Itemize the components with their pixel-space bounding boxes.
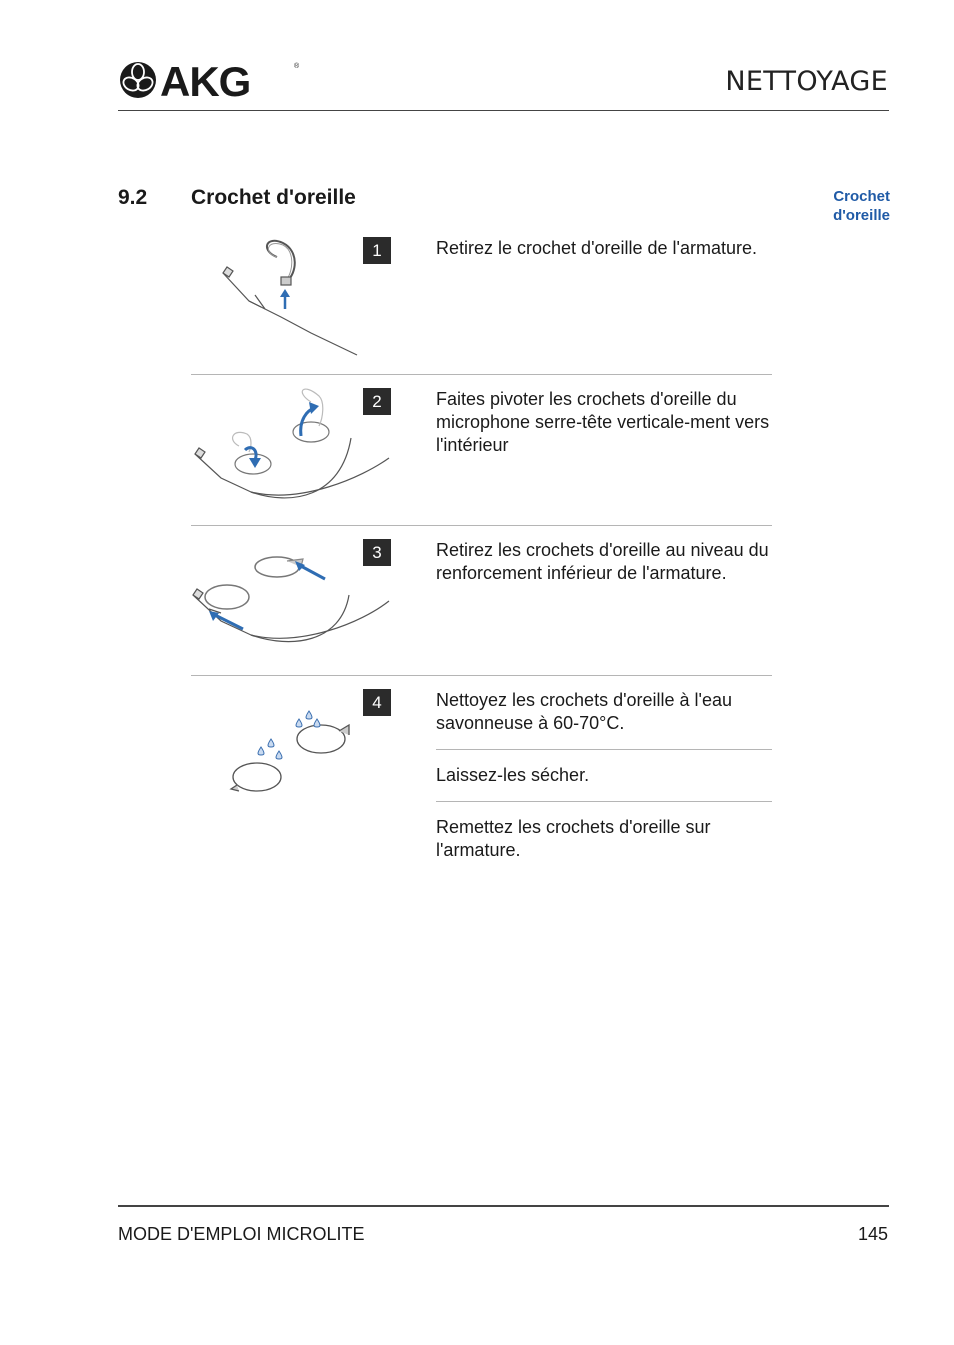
margin-note — [770, 187, 890, 225]
step-4 — [191, 689, 772, 869]
step-divider — [191, 525, 772, 526]
step-3-instruction: Retirez les crochets d'oreille au niveau du renforcement inférieur de l'armature. — [436, 540, 769, 583]
substep-divider — [436, 801, 772, 802]
footer-divider — [118, 1205, 889, 1207]
step-1-number: 1 — [363, 237, 391, 264]
step-divider — [191, 675, 772, 676]
section-number: 9.2 — [118, 186, 148, 209]
page-title: NETTOYAGE — [725, 66, 888, 97]
step-4-number: 4 — [363, 689, 391, 716]
step-1-illustration — [191, 237, 391, 362]
svg-text:®: ® — [294, 63, 300, 70]
step-1-instruction: Retirez le crochet d'oreille de l'armature. — [436, 238, 758, 258]
step-2-illustration — [191, 388, 391, 513]
step-4-instruction-3: Remettez les crochets d'oreille sur l'armature. — [436, 817, 711, 860]
step-4-instruction-1: Nettoyez les crochets d'oreille à l'eau savonneuse à 60-70°C. — [436, 690, 733, 733]
step-2-instruction: Faites pivoter les crochets d'oreille du microphone serre-tête verticale-ment vers l'intérieur — [436, 389, 770, 455]
brand-wordmark: AKG — [160, 58, 251, 102]
header-divider — [118, 110, 889, 111]
step-divider — [191, 374, 772, 375]
step-4-text — [436, 689, 772, 862]
step-3-number: 3 — [363, 539, 391, 566]
margin-note-line-2: d'oreille — [833, 207, 890, 224]
margin-note-line-1: Crochet — [833, 188, 890, 205]
footer-manual-title: MODE D'EMPLOI MICROLITE — [118, 1224, 365, 1244]
step-4-illustration — [191, 689, 391, 814]
step-2-text — [436, 388, 772, 457]
step-1-text — [436, 237, 772, 260]
step-4-instruction-2: Laissez-les sécher. — [436, 765, 590, 785]
step-1 — [191, 237, 772, 372]
step-3-text — [436, 539, 772, 585]
step-3-illustration — [191, 539, 391, 664]
section-title: Crochet d'oreille — [191, 186, 356, 209]
step-3 — [191, 539, 772, 674]
substep-divider — [436, 749, 772, 750]
page-number: 145 — [857, 1224, 888, 1244]
step-2 — [191, 388, 772, 523]
step-2-number: 2 — [363, 388, 391, 415]
akg-logo — [118, 58, 300, 102]
